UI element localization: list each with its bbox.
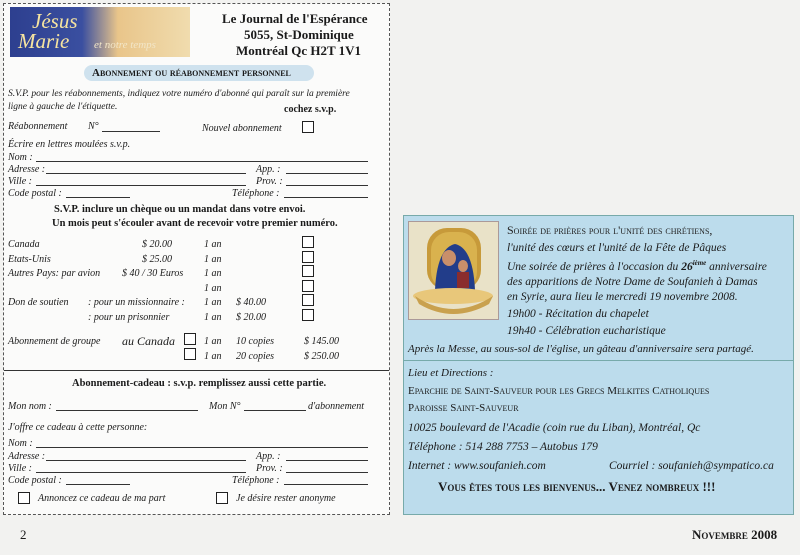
groupe-20-copies: 20 copies [236,351,275,362]
ad-line7: Après la Messe, au sous-sol de l'église, un gâteau d'anniversaire sera partagé. [408,343,754,355]
subscription-form [3,3,390,515]
rate-label-canada: Canada [8,239,40,250]
ad-line2 [507,260,767,273]
ad-courriel[interactable]: Courriel : soufanieh@sympatico.ca [609,460,774,472]
logo-tagline: et notre temps [94,39,156,51]
soutien-label: Don de soutien [8,297,69,308]
rate-checkbox-usa[interactable] [302,251,314,263]
mon-no-label: Mon N° [209,401,241,412]
soutien-missionnaire: : pour un missionnaire : [88,297,185,308]
instruction-line2: ligne à gauche de l'étiquette. [8,102,118,112]
lieu-label: Lieu et Directions : [408,367,494,379]
mon-no-field[interactable] [244,410,306,411]
soutien-prisonnier-checkbox[interactable] [302,309,314,321]
journal-name: Le Journal de l'Espérance [222,11,368,26]
annoncez-checkbox[interactable] [18,492,30,504]
numero-label: N° [88,121,99,132]
nouvel-label: Nouvel abonnement [202,123,282,134]
cadeau-nom-label: Nom : [8,438,33,449]
ad-line3: des apparitions de Notre Dame de Soufanieh à Damas [507,276,758,288]
cadeau-prov-field[interactable] [286,472,368,473]
groupe-label: Abonnement de groupe [8,336,101,347]
rate-label-usa: Etats-Unis [8,254,51,265]
anonyme-label: Je désire rester anonyme [236,493,336,504]
anonyme-checkbox[interactable] [216,492,228,504]
rate-checkbox-canada[interactable] [302,236,314,248]
ad-line5: 19h00 - Récitation du chapelet [507,308,649,320]
logo-line2: Marie [18,29,70,53]
numero-field[interactable] [102,131,160,132]
app-field[interactable] [286,173,368,174]
journal-city: Montréal Qc H2T 1V1 [236,43,362,58]
cheque-line1: S.V.P. inclure un chèque ou un mandat dans votre envoi. [54,204,306,215]
mon-nom-label: Mon nom : [8,401,52,412]
ad-line2b: anniversaire [709,260,767,273]
cadeau-ville-field[interactable] [36,472,246,473]
reabonnement-label: Réabonnement [8,121,68,132]
groupe-20-term: 1 an [204,351,222,362]
cadeau-title: Abonnement-cadeau : s.v.p. remplissez aussi cette partie. [72,378,327,389]
rate-price-autres: $ 40 / 30 Euros [122,268,184,279]
cadeau-app-field[interactable] [286,460,368,461]
ad-adresse: 10025 boulevard de l'Acadie (coin rue du Liban), Montréal, Qc [408,422,701,434]
cadeau-adresse-field[interactable] [46,460,246,461]
soutien-missionnaire-checkbox[interactable] [302,294,314,306]
bienvenus: Vous êtes tous les bienvenus... Venez nombreux !!! [438,479,716,494]
cadeau-code-postal-field[interactable] [66,484,130,485]
cheque-line2: Un mois peut s'écouler avant de recevoir votre premier numéro. [52,218,338,229]
adresse-field[interactable] [46,173,246,174]
cadeau-nom-field[interactable] [36,447,368,448]
mon-nom-field[interactable] [56,410,198,411]
telephone-field[interactable] [284,197,368,198]
page-number: 2 [20,527,27,542]
rate-checkbox-autres[interactable] [302,265,314,277]
app-label: App. : [256,164,281,175]
prov-label: Prov. : [256,176,283,187]
rate-price-canada: $ 20.00 [142,239,172,250]
cadeau-code-postal-label: Code postal : [8,475,62,486]
soutien-missionnaire-price: $ 40.00 [236,297,266,308]
prov-field[interactable] [286,185,368,186]
code-postal-label: Code postal : [8,188,62,199]
footer-date: Novembre 2008 [692,527,778,542]
cadeau-ville-label: Ville : [8,463,32,474]
ad-internet[interactable]: Internet : www.soufanieh.com [408,460,546,472]
rate-price-usa: $ 25.00 [142,254,172,265]
ad-line2a: Une soirée de prières à l'occasion du [507,260,679,273]
dabonnement-label: d'abonnement [308,401,365,412]
soutien-prisonnier-term: 1 an [204,312,222,323]
joffre-label: J'offre ce cadeau à cette personne: [8,422,148,433]
groupe-10-checkbox[interactable] [184,333,196,345]
rate-term-canada: 1 an [204,239,222,250]
cadeau-prov-label: Prov. : [256,463,283,474]
soutien-prisonnier-price: $ 20.00 [236,312,266,323]
rate-term-4: 1 an [204,283,222,294]
nouvel-checkbox[interactable] [302,121,314,133]
rate-term-autres: 1 an [204,268,222,279]
ville-field[interactable] [36,185,246,186]
code-postal-field[interactable] [66,197,130,198]
cadeau-telephone-field[interactable] [284,484,368,485]
ecrire-label: Écrire en lettres moulées s.v.p. [8,139,131,150]
nom-label: Nom : [8,152,33,163]
groupe-20-price: $ 250.00 [304,351,339,362]
paroisse: Paroisse Saint-Sauveur [408,402,519,414]
groupe-10-price: $ 145.00 [304,336,339,347]
cadeau-telephone-label: Téléphone : [232,475,280,486]
ad-line4: en Syrie, aura lieu le mercredi 19 novembre 2008. [507,291,738,303]
instruction-line1: S.V.P. pour les réabonnements, indiquez votre numéro d'abonné qui paraît sur la première [8,89,350,99]
rate-label-autres: Autres Pays: par avion [8,268,101,279]
logo-line1: Jésus [32,9,78,33]
ad-title: Soirée de prières pour l'unité des chrétiens, [507,223,713,237]
ad-line1: l'unité des cœurs et l'unité de la Fête de Pâques [507,242,727,254]
cochez-label: cochez s.v.p. [284,104,337,115]
ad-line6: 19h40 - Célébration eucharistique [507,325,666,337]
adresse-label: Adresse : [8,164,46,175]
ad-line2-num: 26 [681,260,693,273]
rate-term-usa: 1 an [204,254,222,265]
eparchie: Eparchie de Saint-Sauveur pour les Grecs Melkites Catholiques [408,385,710,397]
ad-divider [404,360,793,361]
soutien-missionnaire-term: 1 an [204,297,222,308]
icon-image [408,221,499,320]
groupe-20-checkbox[interactable] [184,348,196,360]
section-title: Abonnement ou réabonnement personnel [92,67,291,79]
section-divider [4,370,389,371]
rate-checkbox-4[interactable] [302,280,314,292]
nom-field[interactable] [36,161,368,162]
telephone-label: Téléphone : [232,188,280,199]
cadeau-adresse-label: Adresse : [8,451,46,462]
cadeau-app-label: App. : [256,451,281,462]
ad-telephone: Téléphone : 514 288 7753 – Autobus 179 [408,441,598,453]
logo [10,7,190,57]
soutien-prisonnier: : pour un prisonnier [88,312,170,323]
groupe-10-copies: 10 copies [236,336,275,347]
ville-label: Ville : [8,176,32,187]
madonna-icon [409,222,498,319]
journal-street: 5055, St-Dominique [244,27,354,42]
au-canada-label: au Canada [122,334,176,348]
prayer-evening-ad [403,215,794,515]
ad-line2-sup: ième [692,259,707,267]
groupe-10-term: 1 an [204,336,222,347]
annoncez-label: Annoncez ce cadeau de ma part [38,493,166,504]
